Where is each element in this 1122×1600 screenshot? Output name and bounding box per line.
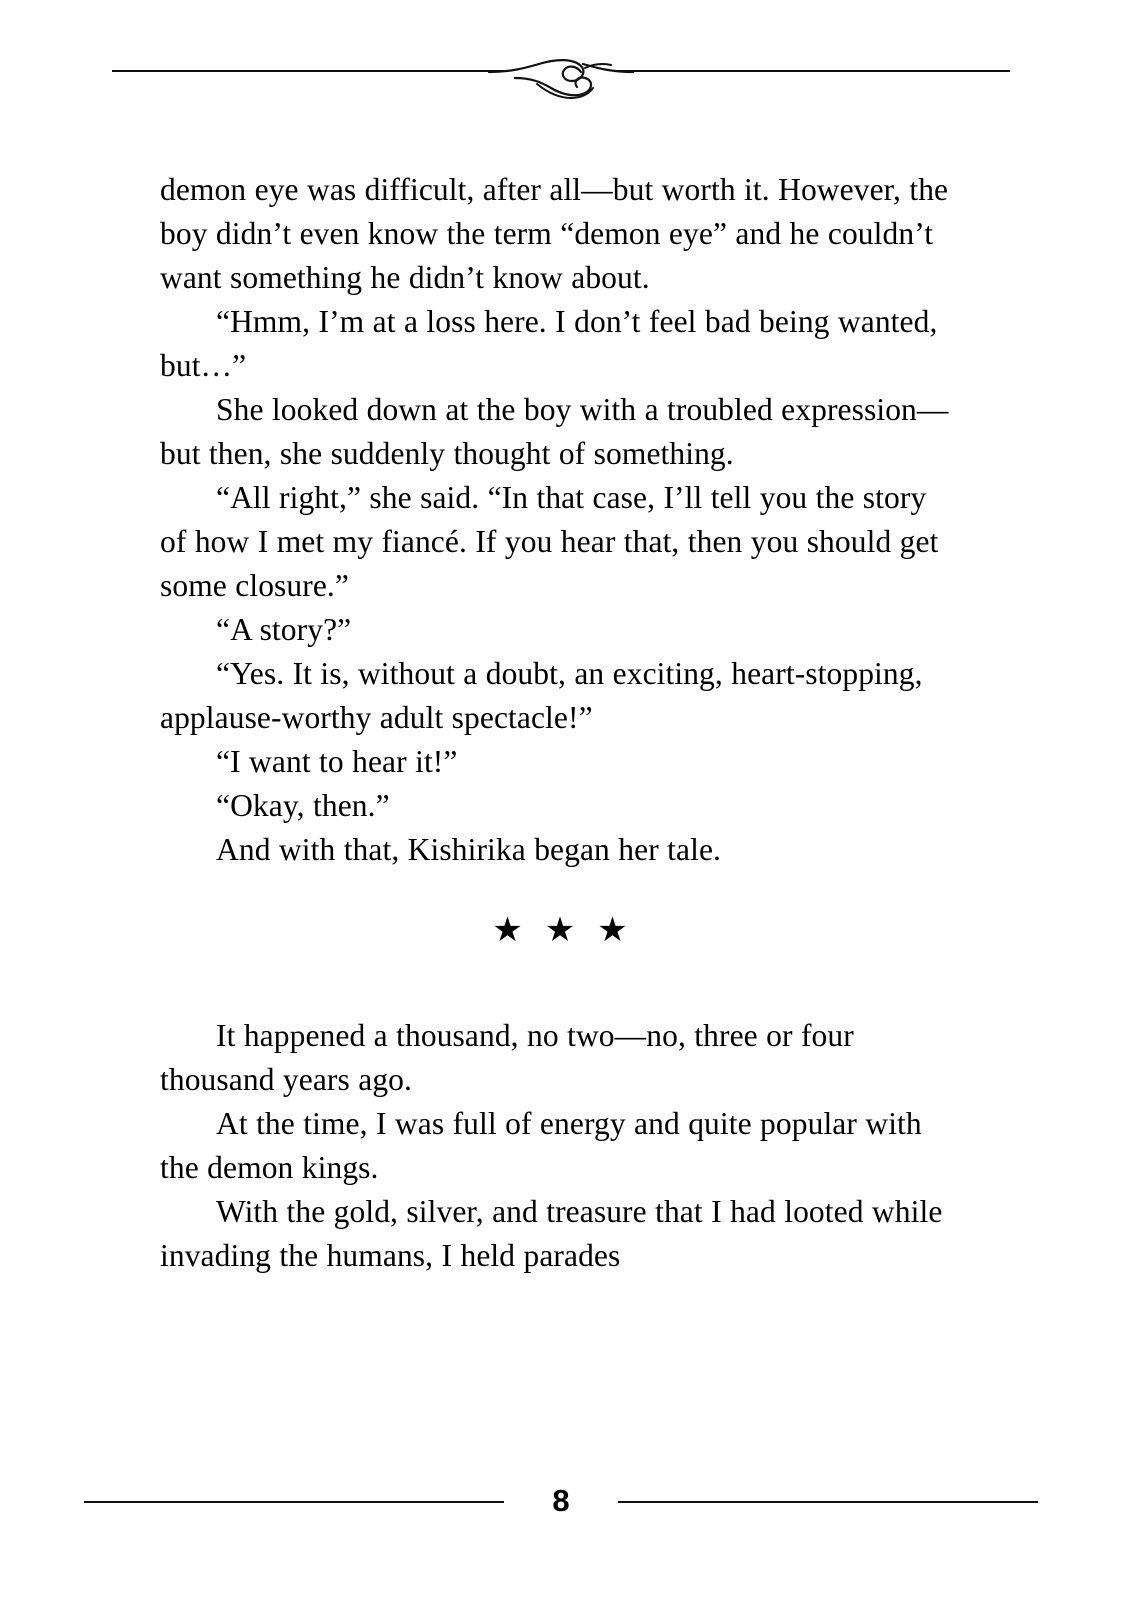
- header-rule-right: [615, 70, 1010, 72]
- page-number: 8: [552, 1483, 570, 1518]
- star-icon: ★: [597, 912, 650, 949]
- page-body-text: [160, 168, 960, 1278]
- star-icon: ★: [544, 912, 598, 949]
- footer-rule-right: [618, 1501, 1038, 1503]
- footer-rule-left: [84, 1501, 504, 1503]
- header-rule-left: [112, 70, 507, 72]
- paragraph: “I want to hear it!”: [216, 744, 458, 779]
- paragraph: She looked down at the boy with a troubled expression—but then, she suddenly thought of something.: [160, 392, 949, 471]
- paragraph: “Yes. It is, without a doubt, an exciting, heart-stopping, applause-worthy adult spectacle!”: [160, 656, 923, 735]
- paragraph: “All right,” she said. “In that case, I’ll tell you the story of how I met my fiancé. If you hear that, then you should get some closure.”: [160, 480, 939, 603]
- paragraph: “A story?”: [216, 612, 352, 647]
- paragraph: demon eye was difficult, after all—but worth it. However, the boy didn’t even know the term “demon eye” and he couldn’t want something he didn’t know about.: [160, 172, 949, 295]
- paragraph: It happened a thousand, no two—no, three or four thousand years ago.: [160, 1018, 854, 1097]
- star-icon: ★: [492, 912, 545, 949]
- paragraph: At the time, I was full of energy and quite popular with the demon kings.: [160, 1106, 922, 1185]
- paragraph: “Okay, then.”: [216, 788, 390, 823]
- scene-break-divider: [160, 906, 960, 956]
- page-footer: [0, 1482, 1122, 1522]
- header-ornament: [0, 48, 1122, 118]
- paragraph: With the gold, silver, and treasure that I had looted while invading the humans, I held parades: [160, 1194, 943, 1273]
- paragraph: “Hmm, I’m at a loss here. I don’t feel bad being wanted, but…”: [160, 304, 938, 383]
- decorative-swirl-icon: [481, 48, 641, 110]
- paragraph: And with that, Kishirika began her tale.: [216, 832, 722, 867]
- spacer: [160, 996, 960, 1014]
